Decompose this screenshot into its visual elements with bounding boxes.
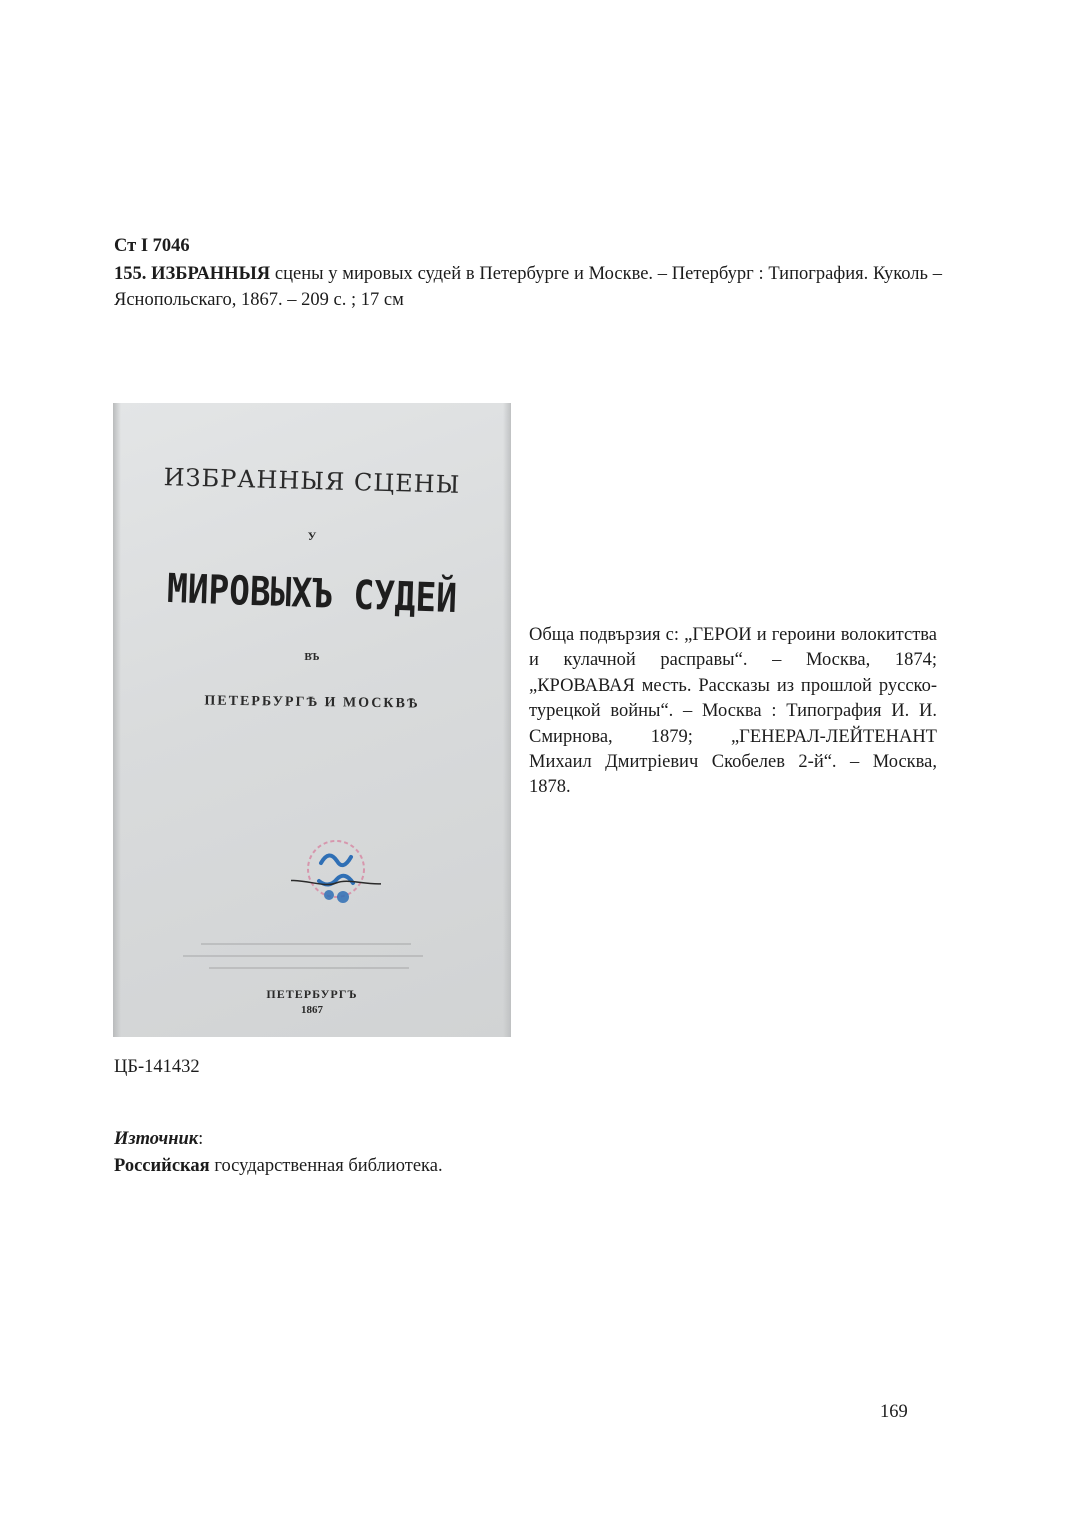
title-page-city: ПЕТЕРБУРГЪ: [266, 987, 358, 1001]
title-page-line-5: ПЕТЕРБУРГѢ И МОСКВѢ: [204, 693, 420, 712]
faded-imprint-line: [183, 955, 423, 957]
inventory-code: ЦБ-141432: [114, 1057, 200, 1077]
source-name-bold: Российская: [114, 1156, 210, 1176]
library-stamp-icon: [291, 823, 381, 923]
source-text: [114, 1154, 443, 1178]
entry-title: 155. ИЗБРАННЫЯ: [114, 264, 271, 284]
title-page-photo: [113, 403, 511, 1037]
title-page-line-1: ИЗБРАННЫЯ СЦЕНЫ: [163, 463, 461, 499]
faded-imprint-line: [201, 943, 411, 945]
source-label-colon: :: [198, 1129, 204, 1149]
photo-edge-left: [113, 403, 121, 1037]
title-page-year: 1867: [301, 1004, 323, 1016]
source-label-text: Източник: [114, 1129, 199, 1149]
title-page-line-2: У: [307, 529, 317, 543]
source-label: [114, 1127, 203, 1151]
title-page-line-4: ВЪ: [304, 651, 320, 663]
title-page-line-3: МИРОВЫХЪ СУДЕЙ: [166, 565, 458, 623]
binding-note: Обща подвързия с: „ГЕРОИ и героини волокитства и кулачной расправы“. – Москва, 1874; „КРОВАВАЯ месть. Рассказы из прошлой русско-турецкой войны“. – Москва : Типография И. И. Смирнова, 1879; „ГЕНЕРАЛ-ЛЕЙТЕНАНТ Михаил Дмитрiевич Скобелев 2-й“. – Москва, 1878.: [529, 625, 937, 798]
page-number: 169: [880, 1402, 908, 1422]
source-name-rest: государственная библиотека.: [209, 1156, 443, 1176]
shelfmark: Ст I 7046: [114, 236, 190, 256]
faded-imprint-line: [209, 967, 409, 969]
catalog-entry: [114, 261, 942, 313]
entry-description: сцены у мировых судей в Петербурге и Москве. – Петербург : Типография. Куколь – Яснопольскаго, 1867. – 209 с. ; 17 см: [114, 264, 942, 310]
